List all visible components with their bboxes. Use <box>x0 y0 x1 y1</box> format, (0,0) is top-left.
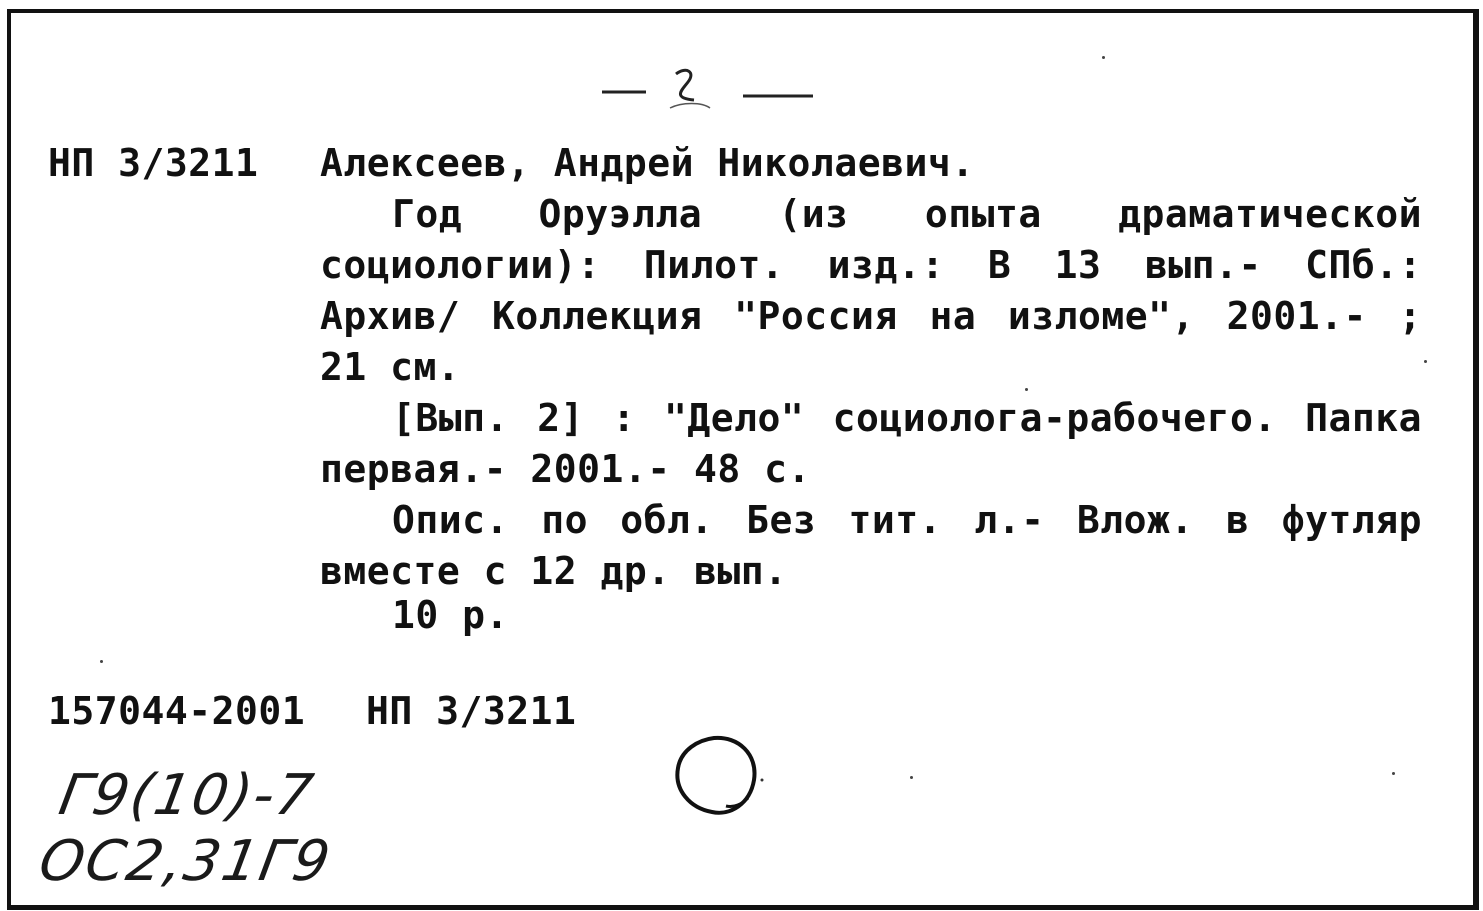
note-text: Опис. по обл. Без тит. л.- Влож. в футляр вместе с 12 др. вып. <box>320 498 1422 593</box>
speck <box>910 776 913 779</box>
speck <box>1102 56 1105 59</box>
title-paragraph <box>320 189 1422 393</box>
circle-stamp-drawing <box>668 728 768 828</box>
price: 10 р. <box>392 593 509 637</box>
handwritten-classification-2: ОС2,31Г9 <box>34 829 337 894</box>
speck <box>100 660 103 663</box>
speck <box>1424 360 1427 363</box>
note-paragraph <box>320 495 1422 597</box>
speck <box>1392 772 1395 775</box>
call-number-footer: НП 3/3211 <box>366 689 577 733</box>
author-heading: Алексеев, Андрей Николаевич. <box>320 141 975 185</box>
speck <box>1025 388 1028 391</box>
circle-stamp-icon <box>668 728 768 828</box>
volume-text: [Вып. 2] : "Дело" социолога-рабочего. Папка первая.- 2001.- 48 с. <box>320 396 1422 491</box>
page-mark <box>598 62 818 122</box>
handwritten-classification-1: Г9(10)-7 <box>54 763 320 828</box>
volume-paragraph <box>320 393 1422 495</box>
title-text: Год Оруэлла (из опыта драматической социологии): Пилот. изд.: В 13 вып.- СПб.: Архив/ Коллекция "Россия на изломе", 2001.- ; 21 см. <box>320 192 1422 389</box>
page-mark-drawing <box>598 62 818 122</box>
inventory-number: 157044-2001 <box>48 689 306 733</box>
call-number: НП 3/3211 <box>48 141 259 185</box>
